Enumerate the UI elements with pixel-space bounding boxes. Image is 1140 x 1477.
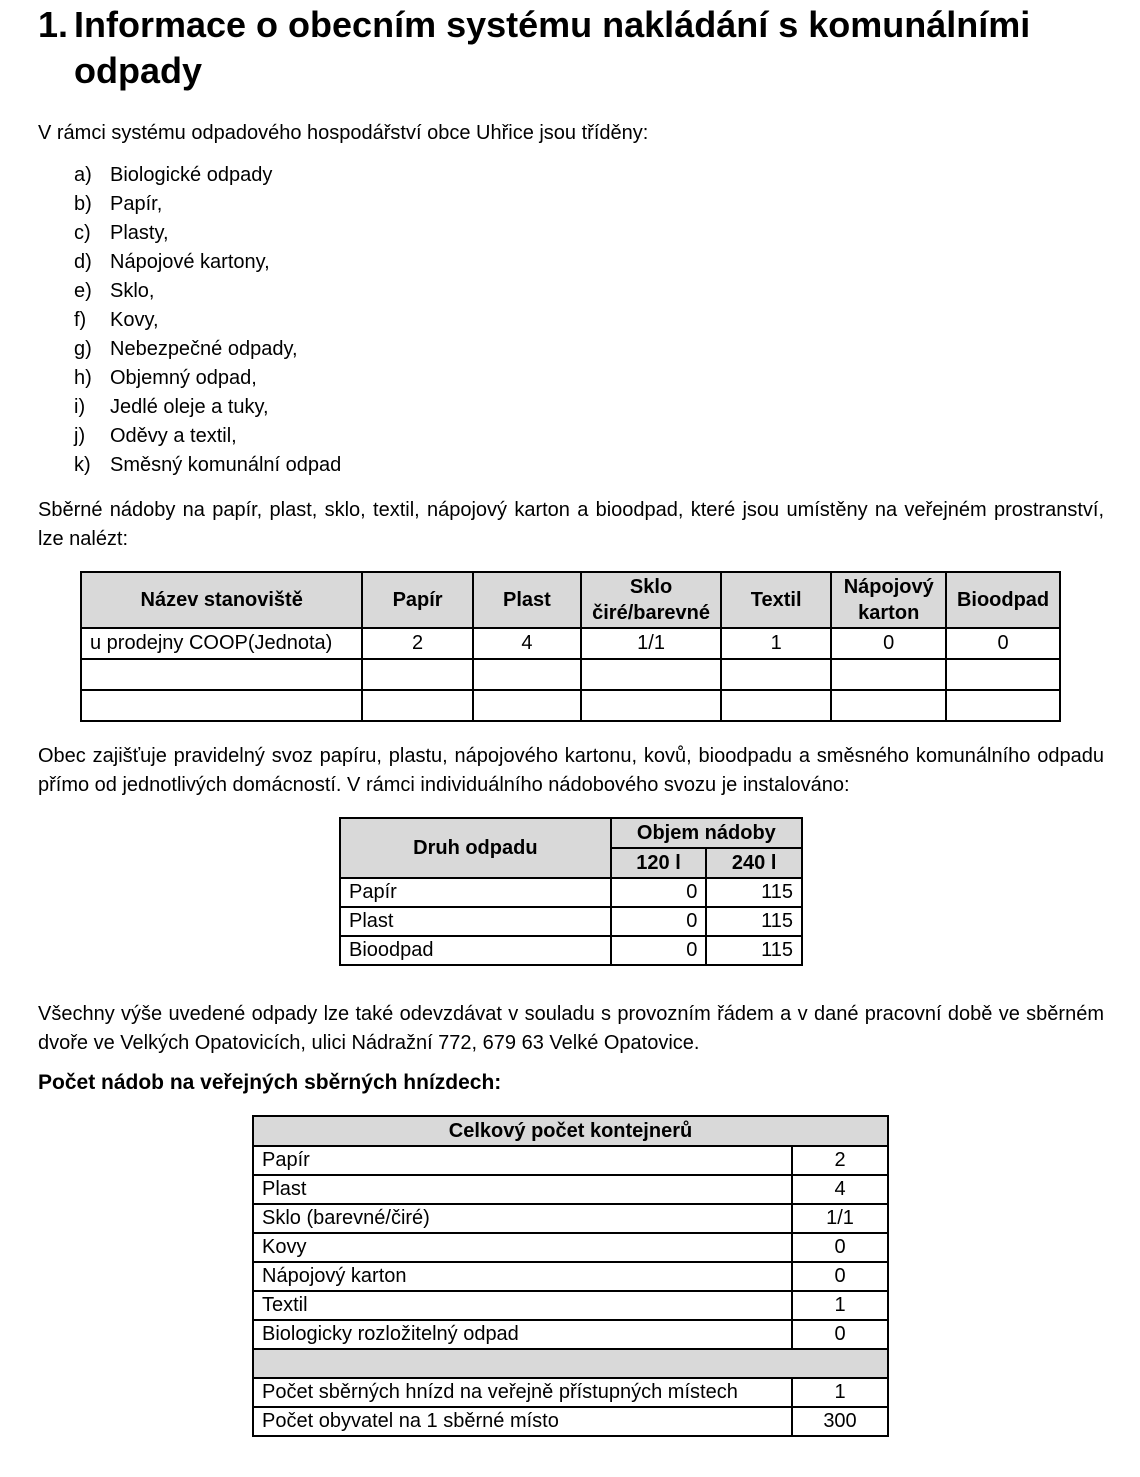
table-header-row — [81, 572, 1060, 628]
list-marker: k) — [74, 454, 91, 476]
column-header: Papír — [362, 572, 472, 628]
list-item-text: Oděvy a textil, — [110, 425, 237, 447]
table-cell — [81, 690, 362, 721]
intro-paragraph: V rámci systému odpadového hospodářství obce Uhřice jsou tříděny: — [38, 122, 649, 144]
list-item-text: Sklo, — [110, 280, 155, 302]
list-item — [74, 451, 341, 480]
table-cell — [831, 659, 946, 690]
table-cell: Textil — [253, 1291, 792, 1320]
table-cell: Kovy — [253, 1233, 792, 1262]
section-number: 1. — [38, 4, 69, 45]
list-marker: h) — [74, 367, 92, 389]
table-cell — [721, 659, 831, 690]
table-cell: 115 — [706, 907, 802, 936]
table-cell — [946, 690, 1060, 721]
table-cell: Papír — [340, 878, 611, 907]
column-header: Textil — [721, 572, 831, 628]
list-item-text: Biologické odpady — [110, 164, 273, 186]
table-cell: Bioodpad — [340, 936, 611, 965]
table-row — [253, 1204, 888, 1233]
table-cell — [362, 659, 472, 690]
list-marker: i) — [74, 396, 86, 418]
table-cell: Sklo (barevné/čiré) — [253, 1204, 792, 1233]
table-header-row — [253, 1116, 888, 1146]
column-header: Druh odpadu — [340, 818, 611, 878]
table-cell: 1 — [792, 1378, 888, 1407]
column-header: 240 l — [706, 848, 802, 878]
list-item-text: Nebezpečné odpady, — [110, 338, 298, 360]
collection-yard-paragraph: Všechny výše uvedené odpady lze také odevzdávat v souladu s provozním řádem a v dané pracovní době ve sběrném dvoře ve Velkých Opatovicích, ulici Nádražní 772, 679 63 Velké Opatovice. — [38, 1003, 1104, 1054]
table-cell: Počet obyvatel na 1 sběrné místo — [253, 1407, 792, 1436]
table-cell: 2 — [792, 1146, 888, 1175]
table-cell: 0 — [831, 628, 946, 659]
table-cell: 0 — [611, 907, 707, 936]
table-cell: 1/1 — [792, 1204, 888, 1233]
container-volume-table — [339, 817, 803, 966]
list-item-text: Nápojové kartony, — [110, 251, 270, 273]
table-cell: 1/1 — [581, 628, 721, 659]
table-row — [81, 628, 1060, 659]
list-item — [74, 422, 341, 451]
table-row — [253, 1320, 888, 1349]
list-marker: b) — [74, 193, 92, 215]
table-row — [81, 659, 1060, 690]
table-cell: Plast — [253, 1175, 792, 1204]
table-cell: 0 — [946, 628, 1060, 659]
table-cell: 1 — [792, 1291, 888, 1320]
table-cell — [362, 690, 472, 721]
table-row — [81, 690, 1060, 721]
table-row — [253, 1233, 888, 1262]
public-bins-subheading: Počet nádob na veřejných sběrných hnízdech: — [38, 1071, 502, 1094]
list-item-text: Plasty, — [110, 222, 169, 244]
column-header: Nápojový karton — [831, 572, 946, 628]
table-cell — [473, 690, 581, 721]
section-title: Informace o obecním systému nakládání s komunálními odpady — [74, 4, 1031, 91]
table-cell — [946, 659, 1060, 690]
table-cell: Papír — [253, 1146, 792, 1175]
table-cell: 0 — [792, 1262, 888, 1291]
table-cell: 4 — [792, 1175, 888, 1204]
table-cell: 0 — [792, 1233, 888, 1262]
table-cell — [81, 659, 362, 690]
container-count-table — [252, 1115, 889, 1437]
list-marker: e) — [74, 280, 92, 302]
column-header: Plast — [473, 572, 581, 628]
table-cell: Počet sběrných hnízd na veřejně přístupných místech — [253, 1378, 792, 1407]
list-item — [74, 393, 341, 422]
table-cell — [831, 690, 946, 721]
table-cell: 4 — [473, 628, 581, 659]
list-marker: a) — [74, 164, 92, 186]
section-heading — [38, 2, 1038, 94]
list-item — [74, 219, 341, 248]
table-cell: 1 — [721, 628, 831, 659]
table-cell: Biologicky rozložitelný odpad — [253, 1320, 792, 1349]
table-header: Celkový počet kontejnerů — [253, 1116, 888, 1146]
table-row — [253, 1175, 888, 1204]
household-collection-paragraph: Obec zajišťuje pravidelný svoz papíru, plastu, nápojového kartonu, kovů, bioodpadu a směsného komunálního odpadu přímo od jednotlivých domácností. V rámci individuálního nádobového svozu je instalováno: — [38, 745, 1104, 796]
table-cell: 115 — [706, 936, 802, 965]
list-item-text: Papír, — [110, 193, 163, 215]
table-cell — [581, 690, 721, 721]
list-item — [74, 190, 341, 219]
list-item — [74, 277, 341, 306]
list-item — [74, 161, 341, 190]
list-marker: j) — [74, 425, 86, 447]
table-row — [340, 936, 802, 965]
list-item-text: Kovy, — [110, 309, 159, 331]
table-spacer-row — [253, 1349, 888, 1378]
table-header-row — [340, 818, 802, 848]
table-cell: Plast — [340, 907, 611, 936]
list-marker: g) — [74, 338, 92, 360]
spacer-cell — [253, 1349, 888, 1378]
table-cell: 0 — [611, 936, 707, 965]
list-marker: d) — [74, 251, 92, 273]
table-row — [253, 1378, 888, 1407]
table-cell: u prodejny COOP(Jednota) — [81, 628, 362, 659]
list-item — [74, 364, 341, 393]
collection-sites-table — [80, 571, 1061, 722]
table-row — [340, 878, 802, 907]
table-row — [253, 1291, 888, 1320]
column-header: Název stanoviště — [81, 572, 362, 628]
list-item-text: Jedlé oleje a tuky, — [110, 396, 269, 418]
table-cell: 115 — [706, 878, 802, 907]
table-cell: Nápojový karton — [253, 1262, 792, 1291]
list-item — [74, 335, 341, 364]
table-cell — [473, 659, 581, 690]
list-item-text: Objemný odpad, — [110, 367, 257, 389]
table-cell: 300 — [792, 1407, 888, 1436]
list-marker: c) — [74, 222, 91, 244]
list-item-text: Směsný komunální odpad — [110, 454, 342, 476]
table-cell: 0 — [611, 878, 707, 907]
table-cell: 0 — [792, 1320, 888, 1349]
table-cell — [581, 659, 721, 690]
list-item — [74, 248, 341, 277]
collection-points-paragraph: Sběrné nádoby na papír, plast, sklo, textil, nápojový karton a bioodpad, které jsou umístěny na veřejném prostranství, lze nalézt: — [38, 499, 1104, 550]
list-marker: f) — [74, 309, 87, 331]
table-row — [340, 907, 802, 936]
group-header: Objem nádoby — [611, 818, 802, 848]
sorted-waste-list — [74, 161, 341, 480]
column-header: 120 l — [611, 848, 707, 878]
column-header: Sklo čiré/barevné — [581, 572, 721, 628]
list-item — [74, 306, 341, 335]
column-header: Bioodpad — [946, 572, 1060, 628]
table-cell: 2 — [362, 628, 472, 659]
table-row — [253, 1146, 888, 1175]
table-row — [253, 1262, 888, 1291]
table-row — [253, 1407, 888, 1436]
table-cell — [721, 690, 831, 721]
